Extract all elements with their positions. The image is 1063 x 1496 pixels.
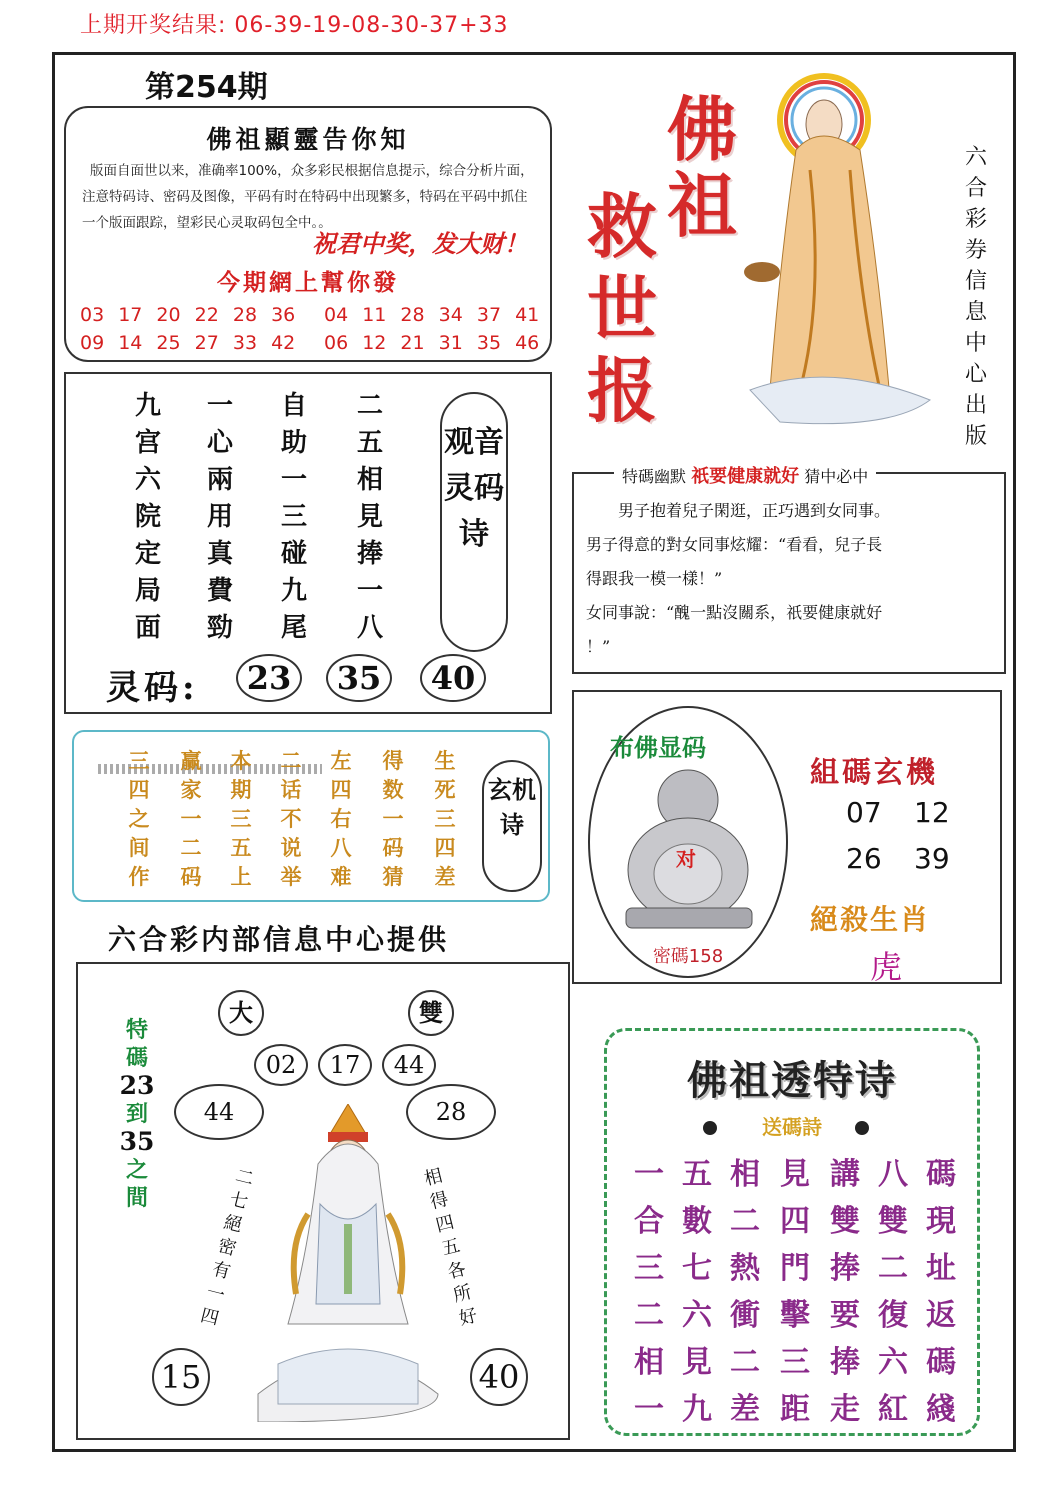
humor-text: 男子抱着兒子閑逛，正巧遇到女同事。 男子得意的對女同事炫耀：“看看，兒子長 得跟我一模一樣！” 女同事說：“醜一點沒關系，祇要健康就好 ！” [586, 501, 891, 656]
poem-column: 二五相見捧一八 [356, 391, 383, 643]
jiesha-value: 虎 [870, 948, 903, 986]
buddha-title: 布佛显码 [610, 733, 706, 762]
xuanji-column: 赢家一二码 [180, 748, 202, 889]
lingma-label: 灵码: [106, 668, 199, 708]
big-label: 大 [218, 990, 264, 1036]
laughing-buddha-image [616, 762, 762, 932]
buddha-badge: 对 [676, 847, 696, 871]
guanyin-seated-image [248, 1104, 448, 1422]
zuma-number: 12 [914, 796, 950, 829]
fozu-box-title: 佛祖顯靈告你知 [206, 125, 410, 154]
left-oval-number: 44 [174, 1084, 264, 1140]
zuma-number: 39 [914, 842, 950, 875]
poem-oval-label: 观音灵码诗 [440, 392, 508, 652]
humor-header: 特碼幽默 祇要健康就好 猜中必中 [614, 462, 876, 488]
left-verse: 二七絕密有一四 [198, 1165, 256, 1330]
xuanji-column: 三四之间作 [128, 748, 150, 889]
xuanji-column: 得数一码猜 [382, 748, 404, 889]
te-poem-column: 一合三二相一 [634, 1157, 664, 1427]
fozu-box-text: 版面自面世以来，准确率100%，众多彩民根据信息提示，综合分析片面，注意特码诗、密码及图像，平码有时在特码中出现繁多，特码在平码中抓住一个版面跟踪，望彩民心灵取码包全中。。 [82, 163, 534, 231]
number-row: 04 11 28 34 37 41 [324, 304, 540, 326]
fozu-info-box [64, 106, 552, 362]
buddha-code-box [572, 690, 1002, 984]
number-circle: 44 [382, 1044, 436, 1086]
te-poem-box [604, 1028, 980, 1436]
guanyin-number-box [76, 962, 570, 1440]
te-poem-column: 講雙捧要捧走 [830, 1157, 860, 1427]
xuanji-column: 左四右八难 [330, 748, 352, 889]
number-row: 03 17 20 22 28 36 [80, 304, 296, 326]
poem-column: 九宫六院定局面 [134, 391, 161, 643]
title-column-1: 佛祖 [667, 88, 737, 247]
last-result: 上期开奖结果: 06-39-19-08-30-37+33 [80, 13, 509, 38]
xuanji-column: 本期三五上 [230, 748, 252, 889]
zuma-number: 07 [846, 796, 882, 829]
number-circle: 17 [318, 1044, 372, 1086]
number-circle: 02 [254, 1044, 308, 1086]
xuanji-poem-box [72, 730, 550, 902]
tema-range: 特碼 23 到 35 之間 [119, 1017, 155, 1211]
jiesha-title: 絕殺生肖 [810, 903, 931, 936]
te-poem-column: 見四門擊三距 [780, 1157, 810, 1427]
title-column-2: 救世报 [587, 185, 657, 432]
bottom-right-number: 40 [470, 1348, 528, 1406]
mima-text: 密碼158 [652, 946, 724, 967]
te-poem-column: 五數七六見九 [682, 1157, 712, 1427]
xuanji-column: 二话不说举 [280, 748, 302, 889]
te-poem-column: 碼現址返碼綫 [926, 1157, 956, 1427]
te-poem-subtitle: 送碼詩 [762, 1115, 822, 1139]
guanyin-poem-box [64, 372, 552, 714]
publisher-vertical: 六合彩券信息中心出版 [964, 145, 987, 449]
guanyin-standing-image [740, 60, 950, 440]
poem-column: 一心兩用真費勁 [206, 391, 233, 643]
bottom-left-number: 15 [152, 1348, 210, 1406]
double-label: 雙 [408, 990, 454, 1036]
number-row: 06 12 21 31 35 46 [324, 332, 540, 354]
wish-text: 祝君中奖，发大财！ [312, 229, 528, 258]
poem-column: 自助一三碰九尾 [280, 391, 307, 643]
dot-decoration [855, 1121, 869, 1135]
lingma-number: 23 [236, 654, 302, 702]
te-poem-column: 相二熱衝二差 [730, 1157, 760, 1427]
lingma-number: 40 [420, 654, 486, 702]
buddha-oval [588, 706, 788, 978]
provider-text: 六合彩内部信息中心提供 [108, 923, 450, 956]
right-oval-number: 28 [406, 1084, 496, 1140]
right-verse: 相得四五各所好 [422, 1165, 480, 1330]
te-poem-column: 八雙二復六紅 [878, 1157, 908, 1427]
humor-box [572, 466, 1006, 674]
xuanji-oval-label: 玄机诗 [482, 760, 542, 892]
te-poem-title: 佛祖透特诗 [687, 1057, 897, 1104]
issue-number: 第254期 [145, 70, 268, 105]
number-row: 09 14 25 27 33 42 [80, 332, 296, 354]
fozu-box-subtitle: 今期網上幫你發 [217, 269, 399, 296]
zuma-number: 26 [846, 842, 882, 875]
xuanji-column: 生死三四差 [434, 748, 456, 889]
zuma-title: 組碼玄機 [810, 755, 939, 789]
lingma-number: 35 [326, 654, 392, 702]
